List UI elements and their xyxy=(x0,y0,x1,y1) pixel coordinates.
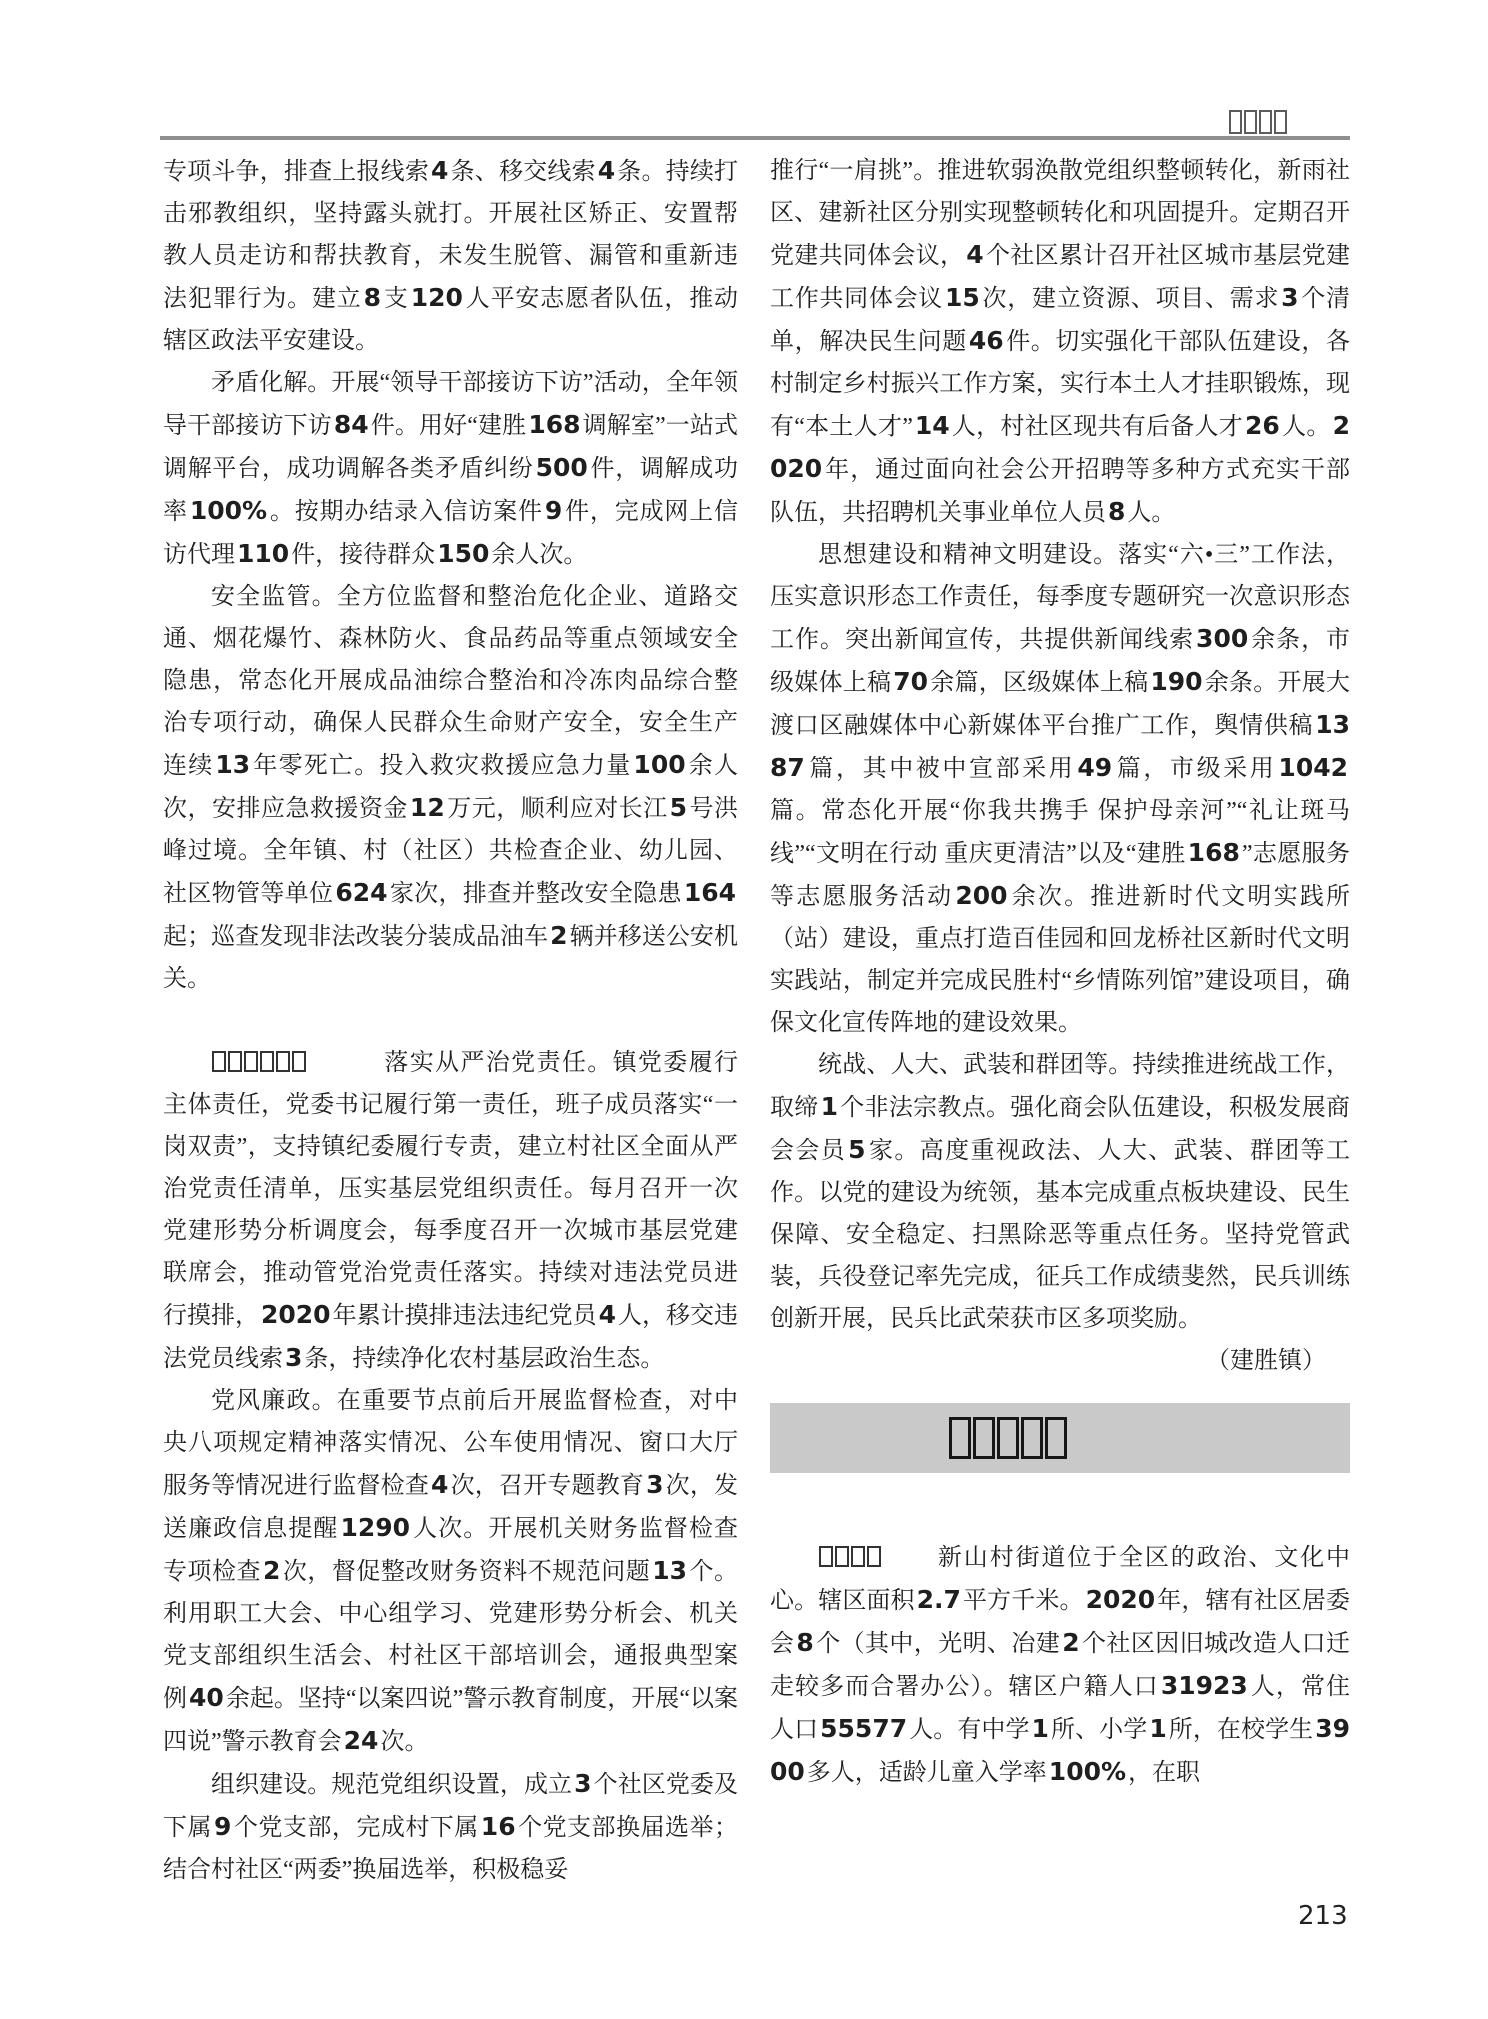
missing-glyph-box xyxy=(1021,1417,1043,1459)
section-heading-tofu xyxy=(211,1050,307,1076)
text-columns xyxy=(163,150,1350,1891)
paragraph-united-front: 统战、人大、武装和群团等。持续推进统战工作，取缔1个非法宗教点。强化商会队伍建设，积极发展商会会员5家。高度重视政法、人大、武装、群团等工作。以党的建设为统领，基本完成重点板块建设、民生保障、安全稳定、扫黑除恶等重点任务。坚持党管武装，兵役登记率先完成，征兵工作成绩斐然，民兵训练创新开展，民兵比武荣获市区多项奖励。 xyxy=(770,1052,1351,1332)
paragraph-overview xyxy=(770,1537,1350,1794)
section-banner xyxy=(770,1403,1350,1473)
missing-glyph-box xyxy=(1045,1417,1067,1459)
missing-glyph-box xyxy=(244,1051,258,1072)
byline-jianshengzhen: （建胜镇） xyxy=(1206,1348,1326,1374)
paragraph-ideology-civilization: 思想建设和精神文明建设。落实“六•三”工作法，压实意识形态工作责任，每季度专题研究一次意识形态工作。突出新闻宣传，共提供新闻线索300余条，市级媒体上稿70余篇，区级媒体上稿190余条。开展大渡口区融媒体中心新媒体平台推广工作，舆情供稿1387篇，其中被中宣部采用49篇，市级采用1042篇。常态化开展“你我共携手 保护母亲河”“礼让斑马线”“文明在行动 重庆更清洁”以及“建胜168”志愿服务等志愿服务活动200余次。推进新时代文明实践所（站）建设，重点打造百佳园和回龙桥社区新时代文明实践站，制定并完成民胜村“乡情陈列馆”建设项目，确保文化宣传阵地的建设效果。 xyxy=(770,542,1351,1036)
missing-glyph-box xyxy=(292,1051,306,1072)
paragraph-text: 落实从严治党责任。镇党委履行主体责任，党委书记履行第一责任，班子成员落实“一岗双责”，支持镇纪委履行专责，建立村社区全面从严治党责任清单，压实基层党组织责任。每月召开一次党建形势分析调度会，每季度召开一次城市基层党建联席会，推动管党治党责任落实。持续对违法党员进行摸排，2020年累计摸排违法违纪党员4人，移交违法党员线索3条，持续净化农村基层政治生态。 xyxy=(163,1050,738,1372)
right-column xyxy=(770,150,1350,1891)
missing-glyph-box xyxy=(949,1417,971,1459)
missing-glyph-box xyxy=(228,1051,242,1072)
left-column xyxy=(163,150,738,1891)
missing-glyph-box xyxy=(260,1051,274,1072)
paragraph-organization-building: 组织建设。规范党组织设置，成立3个社区党委及下属9个党支部，完成村下属16个党支部换届选举；结合村社区“两委”换届选举，积极稳妥 xyxy=(163,1769,739,1883)
overview-heading-tofu xyxy=(818,1545,882,1571)
paragraph-party-building xyxy=(163,1042,738,1380)
running-head-tofu xyxy=(1228,110,1288,137)
header-rule xyxy=(160,136,1350,140)
missing-glyph-box xyxy=(1244,110,1257,134)
missing-glyph-box xyxy=(973,1417,995,1459)
missing-glyph-box xyxy=(212,1051,226,1072)
missing-glyph-box xyxy=(1229,110,1242,134)
paragraph-cadre-team: 推行“一肩挑”。推进软弱涣散党组织整顿转化，新雨社区、建新社区分别实现整顿转化和巩固提升。定期召开党建共同体会议，4个社区累计召开社区城市基层党建工作共同体会议15次，建立资源、项目、需求3个清单，解决民生问题46件。切实强化干部队伍建设，各村制定乡村振兴工作方案，实行本土人才挂职锻炼，现有“本土人才”14人，村社区现共有后备人才26人。2020年，通过面向社会公开招聘等多种方式充实干部队伍，共招聘机关事业单位人员8人。 xyxy=(770,158,1351,526)
paragraph-special-struggle: 专项斗争，排查上报线索4条、移交线索4条。持续打击邪教组织，坚持露头就打。开展社区矫正、安置帮教人员走访和帮扶教育，未发生脱管、漏管和重新违法犯罪行为。建立8支120人平安志愿者队伍，推动辖区政法平安建设。 xyxy=(163,156,739,354)
missing-glyph-box xyxy=(835,1546,849,1567)
missing-glyph-box xyxy=(1259,110,1272,134)
missing-glyph-box xyxy=(819,1546,833,1567)
missing-glyph-box xyxy=(867,1546,881,1567)
missing-glyph-box xyxy=(1274,110,1287,134)
paragraph-safety-supervision: 安全监管。全方位监督和整治危化企业、道路交通、烟花爆竹、森林防火、食品药品等重点领域安全隐患，常态化开展成品油综合整治和冷冻肉品综合整治专项行动，确保人民群众生命财产安全，安全生产连续13年零死亡。投入救灾救援应急力量100余人次，安排应急救援资金12万元，顺利应对长江5号洪峰过境。全年镇、村（社区）共检查企业、幼儿园、社区物管等单位624家次，排查并整改安全隐患164起；巡查发现非法改装分装成品油车2辆并移送公安机关。 xyxy=(163,584,739,992)
missing-glyph-box xyxy=(997,1417,1019,1459)
paragraph-conflict-resolution: 矛盾化解。开展“领导干部接访下访”活动，全年领导干部接访下访84件。用好“建胜168调解室”一站式调解平台，成功调解各类矛盾纠纷500件，调解成功率100%。按期办结录入信访案件9件，完成网上信访代理110件，接待群众150余人次。 xyxy=(163,370,739,568)
missing-glyph-box xyxy=(276,1051,290,1072)
paragraph-party-discipline: 党风廉政。在重要节点前后开展监督检查，对中央八项规定精神落实情况、公车使用情况、窗口大厅服务等情况进行监督检查4次，召开专题教育3次，发送廉政信息提醒1290人次。开展机关财务监督检查专项检查2次，督促整改财务资料不规范问题13个。利用职工大会、中心组学习、党建形势分析会、机关党支部组织生活会、村社区干部培训会，通报典型案例40余起。坚持“以案四说”警示教育制度，开展“以案四说”警示教育会24次。 xyxy=(163,1388,739,1755)
page-number: 213 xyxy=(1298,1901,1348,1931)
missing-glyph-box xyxy=(851,1546,865,1567)
overview-text: 新山村街道位于全区的政治、文化中心。辖区面积2.7平方千米。2020年，辖有社区居委会8个（其中，光明、冶建2个社区因旧城改造人口迁走较多而合署办公）。辖区户籍人口31923人，常住人口55577人。有中学1所、小学1所，在校学生3900多人，适龄儿童入学率100%，在职 xyxy=(770,1545,1351,1786)
banner-title-tofu xyxy=(948,1417,1068,1459)
